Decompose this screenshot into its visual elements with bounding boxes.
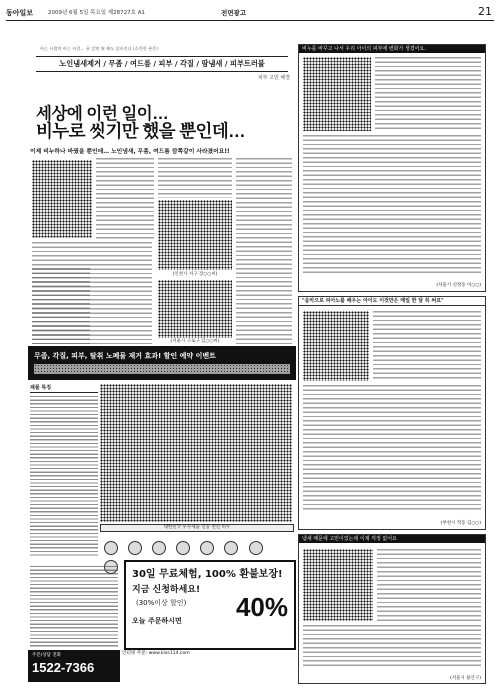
left-fine-print [30, 566, 118, 648]
offer-headline: 30일 무료체험, 100% 환불보장! [132, 569, 283, 580]
cert-logo-icon [176, 541, 190, 555]
product-line: 노인냄새제거 / 무좀 / 여드름 / 피부 / 각질 / 땀냄새 / 피부트러블 [36, 56, 288, 72]
testimonial-1-text-b [303, 135, 481, 275]
cert-logo-icon [249, 541, 263, 555]
features-title: 제품 특징 [30, 384, 98, 393]
testimonial-3-signature: (서울시 용산구) [449, 676, 481, 681]
body-column-4 [158, 158, 232, 198]
testimonial-1-heading: 비누를 바꾸고 나서 우리 아이의 피부에 변화가 생겼어요. [299, 45, 485, 53]
product-image [100, 384, 292, 522]
cert-logo-icon [224, 541, 238, 555]
headline-2: 비누로 씻기만 했을 뿐인데… [36, 121, 246, 141]
certification-notice: 대한민국 우수제품 인증 천연 비누 [100, 524, 294, 532]
newspaper-name: 동아일보 [6, 9, 34, 17]
cert-logo-icon [200, 541, 214, 555]
offer-box [124, 560, 296, 650]
testimonial-1-text-a [375, 57, 481, 131]
testimonial-1-signature: (서울시 신정동 이○○) [436, 283, 481, 288]
testimonial-box-1 [298, 44, 486, 292]
body-column-3 [32, 268, 90, 344]
headline-1: 세상에 이런 일이… [36, 105, 169, 123]
promo-banner-texture [34, 364, 290, 374]
offer-discount: 40% [235, 592, 288, 622]
offer-order-today: 오늘 주문하시면 [132, 617, 182, 625]
offer-discount-note: (30%이상 할인) [136, 599, 187, 607]
cert-logo-icon [152, 541, 166, 555]
features-panel [30, 384, 98, 560]
offer-cta: 지금 신청하세요! [132, 585, 201, 595]
photo-caption-2: (서울시 구로구 김○○씨) [170, 339, 220, 344]
testimonial-3-photo [303, 549, 373, 621]
ad-teaser: 아는 사람만 아는 비결… 꿀 알면 뭘 해도 달라진다 (흐릿한 본문) [40, 46, 158, 51]
testimonial-1-photo [303, 57, 371, 131]
phone-number: 1522-7366 [32, 660, 95, 675]
testimonial-3-text-a [377, 549, 481, 621]
testimonial-2-photo [303, 311, 369, 381]
testimonial-photo-1 [32, 160, 92, 238]
phone-label: 주문/상담 전화 [32, 653, 62, 658]
page-number: 21 [478, 5, 492, 18]
testimonial-2-text-b [303, 385, 481, 511]
testimonial-2-text-a [373, 311, 481, 381]
testimonial-photo-2 [158, 200, 232, 270]
certification-logos [104, 540, 284, 554]
photo-caption-1: (인천시 서구 장○○씨) [172, 272, 218, 277]
order-site: 인터넷 주문: www.kiss114.com [122, 651, 190, 656]
testimonial-photo-3 [158, 280, 232, 338]
body-column-5 [236, 158, 292, 344]
cert-logo-icon [104, 541, 118, 555]
issue-date: 2009년 6월 5일 목요일 제28727호 A1 [48, 10, 145, 16]
phone-bar [28, 650, 120, 682]
testimonial-box-3 [298, 534, 486, 684]
product-subline: 피부 고민 해결 [257, 75, 290, 81]
features-list [30, 396, 98, 556]
subhead: 이제 비누하나 바꿨을 뿐인데… 노인냄새, 무좀, 여드름 깜쪽같이 사라졌어요!! [30, 149, 230, 155]
body-column-1 [96, 158, 154, 240]
masthead [6, 6, 494, 21]
testimonial-2-heading: "음악으로 피아노를 배우는 아이도 이것만은 매일 한 달 꼭 써요" [299, 297, 485, 306]
testimonial-2-signature: (부천시 작동 김○○) [440, 521, 481, 526]
cert-logo-icon [128, 541, 142, 555]
section-title: 전면광고 [221, 9, 247, 17]
testimonial-3-text-b [303, 625, 481, 669]
testimonial-3-heading: 냄새 때문에 고민이었는데 이제 걱정 없어요 [299, 535, 485, 543]
promo-banner-text: 무좀, 각질, 피부, 탈취 노폐물 제거 효과! 할인 예약 이벤트 [34, 352, 216, 360]
promo-banner [28, 346, 296, 380]
testimonial-box-2 [298, 296, 486, 530]
